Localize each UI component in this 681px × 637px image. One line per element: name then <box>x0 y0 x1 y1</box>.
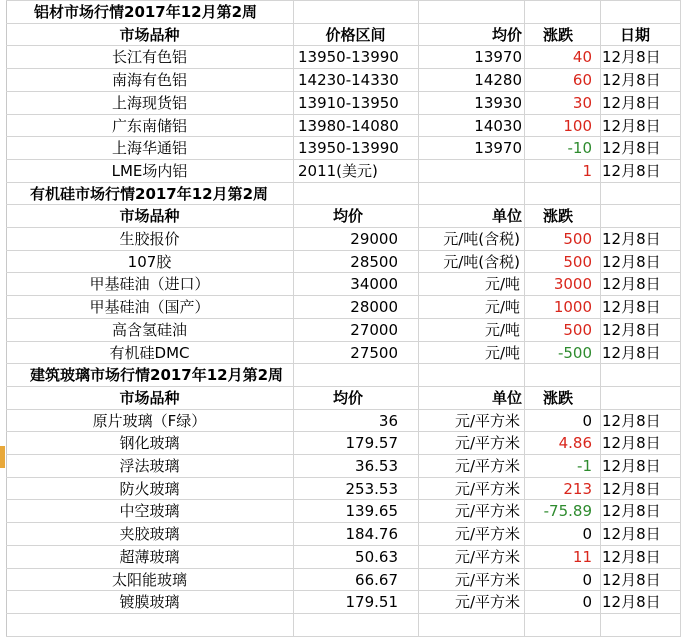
table-cell[interactable]: -75.89 <box>543 502 592 520</box>
table-cell[interactable]: 4.86 <box>558 434 592 452</box>
grid-line-horizontal <box>6 23 681 24</box>
table-cell[interactable]: 36 <box>378 412 398 430</box>
grid-line-horizontal <box>6 363 681 364</box>
column-header[interactable]: 单位 <box>491 207 522 225</box>
grid-line-horizontal <box>6 45 681 46</box>
table-cell[interactable]: 0 <box>582 593 592 611</box>
table-row-label[interactable]: 甲基硅油（国产） <box>89 298 210 316</box>
table-cell[interactable]: 12月8日 <box>602 593 661 611</box>
table-cell[interactable]: 139.65 <box>345 502 398 520</box>
table-cell[interactable]: 12月8日 <box>602 525 661 543</box>
table-cell[interactable]: 28500 <box>350 253 398 271</box>
table-row-label[interactable]: 太阳能玻璃 <box>111 571 187 589</box>
column-header[interactable]: 涨跌 <box>542 26 573 44</box>
column-header[interactable]: 价格区间 <box>325 26 386 44</box>
grid-line-horizontal <box>6 159 681 160</box>
table-cell[interactable]: 元/平方米 <box>454 593 520 611</box>
grid-line-horizontal <box>6 545 681 546</box>
table-cell[interactable]: 13950-13990 <box>298 139 399 157</box>
table-row-label[interactable]: 上海华通铝 <box>111 139 187 157</box>
table-cell[interactable]: 元/平方米 <box>454 480 520 498</box>
table-cell[interactable]: 28000 <box>350 298 398 316</box>
section-title[interactable]: 铝材市场行情2017年12月第2周 <box>34 3 258 21</box>
table-cell[interactable]: 元/平方米 <box>454 502 520 520</box>
table-cell[interactable]: 12月8日 <box>602 139 661 157</box>
column-header[interactable]: 涨跌 <box>542 207 573 225</box>
table-cell[interactable]: 元/吨 <box>484 321 520 339</box>
column-header[interactable]: 日期 <box>619 26 650 44</box>
table-row-label[interactable]: 防火玻璃 <box>119 480 180 498</box>
table-cell[interactable]: 500 <box>563 321 592 339</box>
table-row-label[interactable]: 镀膜玻璃 <box>119 593 180 611</box>
table-row-label[interactable]: 107胶 <box>127 253 172 271</box>
table-row-label[interactable]: 中空玻璃 <box>119 502 180 520</box>
table-cell[interactable]: 14030 <box>474 117 522 135</box>
grid-line-horizontal <box>6 409 681 410</box>
table-cell[interactable]: 12月8日 <box>602 230 661 248</box>
table-cell[interactable]: 13910-13950 <box>298 94 399 112</box>
table-cell[interactable]: 0 <box>582 412 592 430</box>
table-cell[interactable]: 179.51 <box>345 593 398 611</box>
table-cell[interactable]: 元/吨 <box>484 344 520 362</box>
grid-line-horizontal <box>6 136 681 137</box>
grid-line-horizontal <box>6 477 681 478</box>
table-cell[interactable]: -1 <box>577 457 592 475</box>
grid-line-horizontal <box>6 431 681 432</box>
table-cell[interactable]: 13980-14080 <box>298 117 399 135</box>
table-cell[interactable]: 213 <box>563 480 592 498</box>
table-cell[interactable]: 3000 <box>553 275 592 293</box>
table-cell[interactable]: 13970 <box>474 139 522 157</box>
table-cell[interactable]: 34000 <box>350 275 398 293</box>
table-cell[interactable]: 66.67 <box>355 571 398 589</box>
table-cell[interactable]: 12月8日 <box>602 71 661 89</box>
table-cell[interactable]: 12月8日 <box>602 117 661 135</box>
table-cell[interactable]: 184.76 <box>345 525 398 543</box>
table-cell[interactable]: 12月8日 <box>602 548 661 566</box>
table-cell[interactable]: 元/平方米 <box>454 412 520 430</box>
table-cell[interactable]: 12月8日 <box>602 457 661 475</box>
table-cell[interactable]: 元/吨 <box>484 275 520 293</box>
table-cell[interactable]: 12月8日 <box>602 48 661 66</box>
table-cell[interactable]: 13950-13990 <box>298 48 399 66</box>
table-cell[interactable]: 12月8日 <box>602 253 661 271</box>
grid-line-horizontal <box>6 250 681 251</box>
table-cell[interactable]: 元/平方米 <box>454 525 520 543</box>
grid-line-vertical <box>600 0 601 636</box>
section-title[interactable]: 有机硅市场行情2017年12月第2周 <box>30 185 269 203</box>
grid-line-horizontal <box>6 295 681 296</box>
table-cell[interactable]: 11 <box>572 548 592 566</box>
table-cell[interactable]: 0 <box>582 571 592 589</box>
table-row-label[interactable]: 甲基硅油（进口） <box>89 275 210 293</box>
table-cell[interactable]: -500 <box>557 344 592 362</box>
column-header[interactable]: 涨跌 <box>542 389 573 407</box>
grid-line-horizontal <box>6 499 681 500</box>
column-header[interactable]: 均价 <box>491 26 522 44</box>
table-cell[interactable]: 1000 <box>553 298 592 316</box>
grid-line-horizontal <box>6 590 681 591</box>
table-cell[interactable]: 2011(美元) <box>298 162 378 180</box>
table-cell[interactable]: 元/平方米 <box>454 571 520 589</box>
section-title[interactable]: 建筑玻璃市场行情2017年12月第2周 <box>30 366 284 384</box>
grid-line-horizontal <box>6 68 681 69</box>
table-row-label[interactable]: 南海有色铝 <box>111 71 187 89</box>
table-row-label[interactable]: 浮法玻璃 <box>119 457 180 475</box>
table-row-label[interactable]: 广东南储铝 <box>111 117 187 135</box>
table-cell[interactable]: -10 <box>567 139 592 157</box>
table-cell[interactable]: 12月8日 <box>602 480 661 498</box>
table-cell[interactable]: 40 <box>572 48 592 66</box>
table-row-label[interactable]: 夹胶玻璃 <box>119 525 180 543</box>
table-cell[interactable]: 元/吨(含税) <box>443 230 520 248</box>
grid-line-horizontal <box>6 227 681 228</box>
table-cell[interactable]: 元/吨(含税) <box>443 253 520 271</box>
table-cell[interactable]: 12月8日 <box>602 298 661 316</box>
table-cell[interactable]: 253.53 <box>345 480 398 498</box>
table-row-label[interactable]: 生胶报价 <box>119 230 180 248</box>
grid-line-horizontal <box>6 204 681 205</box>
grid-line-horizontal <box>6 114 681 115</box>
table-cell[interactable]: 12月8日 <box>602 162 661 180</box>
column-header[interactable]: 单位 <box>491 389 522 407</box>
table-cell[interactable]: 60 <box>572 71 592 89</box>
table-cell[interactable]: 12月8日 <box>602 502 661 520</box>
table-cell[interactable]: 元/平方米 <box>454 548 520 566</box>
grid-line-horizontal <box>6 0 681 1</box>
table-row-label[interactable]: 原片玻璃（F绿） <box>92 412 207 430</box>
table-row-label[interactable]: 超薄玻璃 <box>119 548 180 566</box>
table-row-label[interactable]: 上海现货铝 <box>111 94 187 112</box>
table-cell[interactable]: 500 <box>563 253 592 271</box>
table-row-label[interactable]: LME场内铝 <box>111 162 188 180</box>
table-cell[interactable]: 29000 <box>350 230 398 248</box>
column-header[interactable]: 均价 <box>332 207 363 225</box>
table-cell[interactable]: 13970 <box>474 48 522 66</box>
grid-line-horizontal <box>6 341 681 342</box>
table-cell[interactable]: 500 <box>563 230 592 248</box>
table-cell[interactable]: 12月8日 <box>602 571 661 589</box>
table-cell[interactable]: 12月8日 <box>602 412 661 430</box>
grid-line-horizontal <box>6 568 681 569</box>
table-row-label[interactable]: 高含氢硅油 <box>111 321 187 339</box>
selected-row-marker <box>0 446 5 468</box>
table-cell[interactable]: 元/平方米 <box>454 434 520 452</box>
table-cell[interactable]: 30 <box>572 94 592 112</box>
table-row-label[interactable]: 长江有色铝 <box>111 48 187 66</box>
grid-line-horizontal <box>6 182 681 183</box>
table-cell[interactable]: 36.53 <box>355 457 398 475</box>
table-cell[interactable]: 14280 <box>474 71 522 89</box>
table-cell[interactable]: 13930 <box>474 94 522 112</box>
table-cell[interactable]: 12月8日 <box>602 94 661 112</box>
grid-line-horizontal <box>6 613 681 614</box>
grid-line-horizontal <box>6 272 681 273</box>
column-header[interactable]: 市场品种 <box>119 207 180 225</box>
table-cell[interactable]: 元/吨 <box>484 298 520 316</box>
table-cell[interactable]: 179.57 <box>345 434 398 452</box>
table-cell[interactable]: 50.63 <box>355 548 398 566</box>
table-row-label[interactable]: 钢化玻璃 <box>119 434 180 452</box>
grid-line-horizontal <box>6 318 681 319</box>
table-cell[interactable]: 27500 <box>350 344 398 362</box>
table-cell[interactable]: 14230-14330 <box>298 71 399 89</box>
table-cell[interactable]: 12月8日 <box>602 434 661 452</box>
grid-line-horizontal <box>6 91 681 92</box>
table-cell[interactable]: 100 <box>563 117 592 135</box>
table-row-label[interactable]: 有机硅DMC <box>109 344 190 362</box>
table-cell[interactable]: 元/平方米 <box>454 457 520 475</box>
table-cell[interactable]: 0 <box>582 525 592 543</box>
column-header[interactable]: 市场品种 <box>119 389 180 407</box>
table-cell[interactable]: 12月8日 <box>602 344 661 362</box>
table-cell[interactable]: 1 <box>582 162 592 180</box>
table-cell[interactable]: 12月8日 <box>602 275 661 293</box>
grid-line-horizontal <box>6 386 681 387</box>
grid-line-horizontal <box>6 522 681 523</box>
table-cell[interactable]: 27000 <box>350 321 398 339</box>
table-cell[interactable]: 12月8日 <box>602 321 661 339</box>
column-header[interactable]: 均价 <box>332 389 363 407</box>
column-header[interactable]: 市场品种 <box>119 26 180 44</box>
grid-line-horizontal <box>6 454 681 455</box>
